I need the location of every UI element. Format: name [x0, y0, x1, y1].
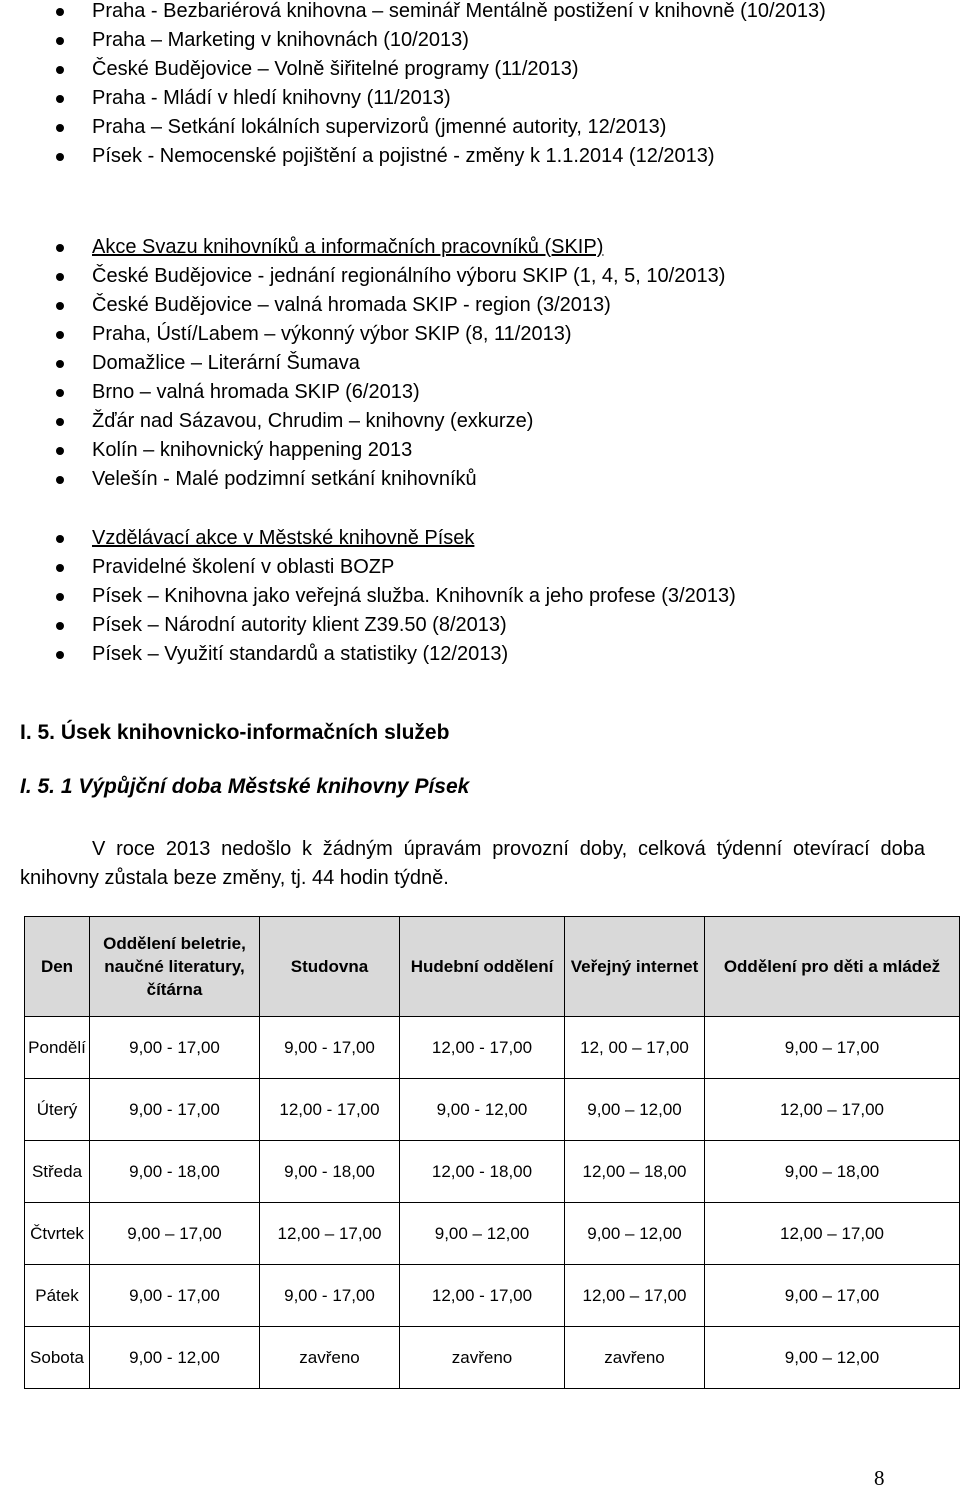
skip-events-list	[0, 233, 960, 494]
table-cell: 9,00 - 12,00	[90, 1327, 260, 1389]
table-cell: 12, 00 – 17,00	[565, 1017, 705, 1079]
table-row	[25, 1203, 960, 1265]
table-cell: Středa	[25, 1141, 90, 1203]
list-item: Brno – valná hromada SKIP (6/2013)	[0, 378, 960, 407]
list-item: České Budějovice - jednání regionálního výboru SKIP (1, 4, 5, 10/2013)	[0, 262, 960, 291]
table-cell: 12,00 - 17,00	[260, 1079, 400, 1141]
header-cell: Oddělení beletrie, naučné literatury, čítárna	[90, 917, 260, 1017]
table-cell: 12,00 - 18,00	[400, 1141, 565, 1203]
list-item: Domažlice – Literární Šumava	[0, 349, 960, 378]
table-cell: zavřeno	[565, 1327, 705, 1389]
table-row	[25, 1079, 960, 1141]
table-cell: Sobota	[25, 1327, 90, 1389]
skip-heading-text: Akce Svazu knihovníků a informačních pracovníků (SKIP)	[92, 236, 604, 258]
table-cell: 9,00 - 17,00	[260, 1017, 400, 1079]
training-heading	[0, 524, 960, 553]
list-item: Kolín – knihovnický happening 2013	[0, 436, 960, 465]
table-cell: 9,00 – 17,00	[90, 1203, 260, 1265]
table-cell: 12,00 - 17,00	[400, 1017, 565, 1079]
table-cell: 9,00 - 17,00	[260, 1265, 400, 1327]
table-cell: 9,00 - 18,00	[260, 1141, 400, 1203]
header-cell: Hudební oddělení	[400, 917, 565, 1017]
table-cell: zavřeno	[260, 1327, 400, 1389]
list-item: Praha – Marketing v knihovnách (10/2013)	[0, 26, 960, 55]
table-cell: 12,00 – 17,00	[260, 1203, 400, 1265]
header-cell: Oddělení pro děti a mládež	[705, 917, 960, 1017]
library-training-list	[0, 524, 960, 669]
list-item: Pravidelné školení v oblasti BOZP	[0, 553, 960, 582]
table-cell: zavřeno	[400, 1327, 565, 1389]
table-header-row	[25, 917, 960, 1017]
table-row	[25, 1017, 960, 1079]
table-cell: Pátek	[25, 1265, 90, 1327]
list-item: Písek – Národní autority klient Z39.50 (8/2013)	[0, 611, 960, 640]
table-cell: 12,00 – 18,00	[565, 1141, 705, 1203]
table-row	[25, 1327, 960, 1389]
table-cell: 9,00 – 12,00	[565, 1079, 705, 1141]
table-cell: 9,00 - 18,00	[90, 1141, 260, 1203]
list-item: Velešín - Malé podzimní setkání knihovníků	[0, 465, 960, 494]
header-cell: Veřejný internet	[565, 917, 705, 1017]
table-cell: 9,00 – 18,00	[705, 1141, 960, 1203]
table-cell: 9,00 - 17,00	[90, 1079, 260, 1141]
opening-hours-table	[24, 916, 960, 1389]
list-item: České Budějovice – valná hromada SKIP - region (3/2013)	[0, 291, 960, 320]
section-heading: I. 5. Úsek knihovnicko-informačních služeb	[20, 721, 450, 744]
table-cell: 9,00 – 12,00	[400, 1203, 565, 1265]
table-cell: 12,00 – 17,00	[565, 1265, 705, 1327]
header-cell: Den	[25, 917, 90, 1017]
subsection-heading: I. 5. 1 Výpůjční doba Městské knihovny Písek	[20, 775, 470, 798]
list-item: Písek – Knihovna jako veřejná služba. Knihovník a jeho profese (3/2013)	[0, 582, 960, 611]
table-cell: 9,00 - 17,00	[90, 1017, 260, 1079]
header-cell: Studovna	[260, 917, 400, 1017]
opening-hours-paragraph: V roce 2013 nedošlo k žádným úpravám provozní doby, celková týdenní otevírací doba knihovny zůstala beze změny, tj. 44 hodin týdně.	[20, 838, 925, 889]
table-cell: Čtvrtek	[25, 1203, 90, 1265]
list-item: Písek – Využití standardů a statistiky (12/2013)	[0, 640, 960, 669]
list-item: Praha, Ústí/Labem – výkonný výbor SKIP (8, 11/2013)	[0, 320, 960, 349]
table-cell: Pondělí	[25, 1017, 90, 1079]
list-item: Písek - Nemocenské pojištění a pojistné - změny k 1.1.2014 (12/2013)	[0, 142, 960, 171]
table-cell: 9,00 – 17,00	[705, 1265, 960, 1327]
page-number: 8	[874, 1466, 885, 1490]
table-cell: 9,00 – 17,00	[705, 1017, 960, 1079]
list-item: Praha - Mládí v hledí knihovny (11/2013)	[0, 84, 960, 113]
table-cell: 12,00 - 17,00	[400, 1265, 565, 1327]
table-cell: 12,00 – 17,00	[705, 1079, 960, 1141]
list-item: České Budějovice – Volně šiřitelné programy (11/2013)	[0, 55, 960, 84]
table-cell: 9,00 – 12,00	[705, 1327, 960, 1389]
list-item: Praha - Bezbariérová knihovna – seminář Mentálně postižení v knihovně (10/2013)	[0, 0, 912, 26]
events-list-1	[0, 0, 960, 171]
list-item: Žďár nad Sázavou, Chrudim – knihovny (exkurze)	[0, 407, 960, 436]
training-heading-text: Vzdělávací akce v Městské knihovně Písek	[92, 527, 475, 549]
table-cell: Úterý	[25, 1079, 90, 1141]
skip-heading	[0, 233, 960, 262]
table-cell: 12,00 – 17,00	[705, 1203, 960, 1265]
table-cell: 9,00 – 12,00	[565, 1203, 705, 1265]
table-cell: 9,00 - 12,00	[400, 1079, 565, 1141]
table-row	[25, 1265, 960, 1327]
table-cell: 9,00 - 17,00	[90, 1265, 260, 1327]
list-item: Praha – Setkání lokálních supervizorů (jmenné autority, 12/2013)	[0, 113, 960, 142]
table-row	[25, 1141, 960, 1203]
